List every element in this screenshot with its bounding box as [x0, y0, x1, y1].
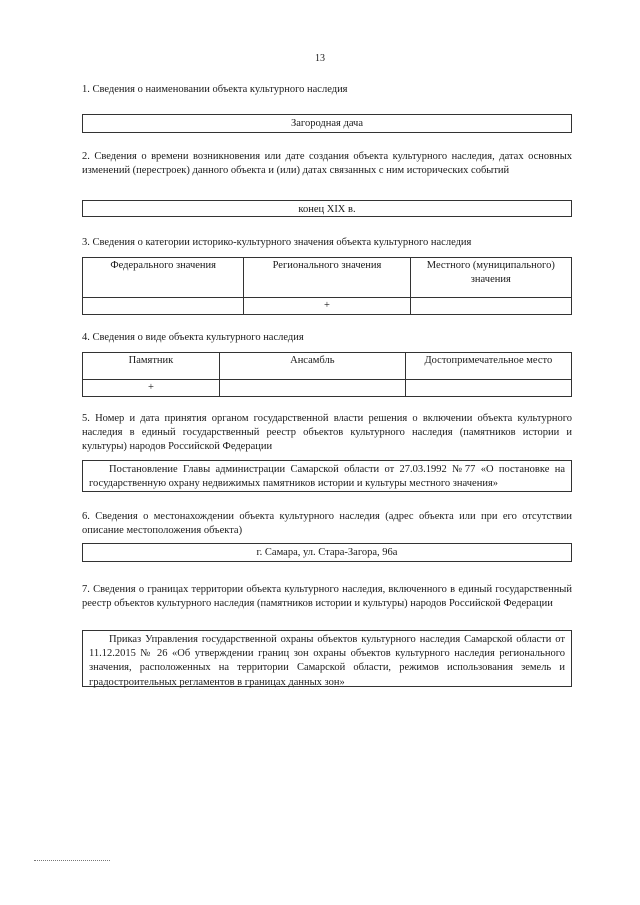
type-table — [82, 352, 572, 397]
table-header-cell: Ансамбль — [219, 353, 405, 380]
table-header-cell: Памятник — [83, 353, 220, 380]
section-2-value-box — [82, 200, 572, 217]
table-header-cell: Федерального значения — [83, 258, 244, 298]
table-cell — [219, 380, 405, 397]
object-address: г. Самара, ул. Стара-Загора, 96а — [256, 547, 398, 558]
table-header-cell: Местного (муниципального) значения — [410, 258, 571, 298]
section-1-value-box — [82, 114, 572, 133]
object-name: Загородная дача — [290, 118, 363, 129]
section-1-heading: 1. Сведения о наименовании объекта культурного наследия — [82, 84, 348, 95]
table-cell — [410, 298, 571, 315]
section-5-heading: 5. Номер и дата принятия органом государственной власти решения о включении объекта культурного наследия в единый государственный реестр объектов культурного наследия (памятников истории и культуры) народов Российской Федерации — [82, 413, 572, 453]
section-4-heading: 4. Сведения о виде объекта культурного наследия — [82, 332, 304, 343]
table-cell — [405, 380, 571, 397]
creation-date: конец XIX в. — [298, 204, 356, 215]
table-header-row — [83, 258, 572, 298]
section-5-value-box — [82, 460, 572, 492]
page-number: 13 — [315, 53, 325, 64]
section-7-heading: 7. Сведения о границах территории объекта культурного наследия, включенного в единый государственный реестр объектов культурного наследия (памятников истории и культуры) народов Российской Федерации — [82, 584, 572, 610]
table-header-cell: Достопримечательное место — [405, 353, 571, 380]
table-row — [83, 298, 572, 315]
table-cell: + — [244, 298, 410, 315]
category-table — [82, 257, 572, 315]
section-6-heading: 6. Сведения о местонахождении объекта культурного наследия (адрес объекта или при его отсутствии описание местоположения объекта) — [82, 511, 572, 537]
section-7-value-box — [82, 630, 572, 687]
inclusion-decision: Постановление Главы администрации Самарской области от 27.03.1992 №77 «О постановке на государственную охрану недвижимых памятников истории и культуры местного значения» — [89, 464, 565, 490]
section-6-value-box — [82, 543, 572, 562]
table-cell — [83, 298, 244, 315]
section-3-heading: 3. Сведения о категории историко-культурного значения объекта культурного наследия — [82, 237, 472, 248]
section-2-heading: 2. Сведения о времени возникновения или дате создания объекта культурного наследия, датах основных изменений (перестроек) данного объекта и (или) датах связанных с ним исторических событий — [82, 151, 572, 177]
table-header-row — [83, 353, 572, 380]
table-cell: + — [83, 380, 220, 397]
table-row — [83, 380, 572, 397]
table-header-cell: Регионального значения — [244, 258, 410, 298]
footer-divider — [34, 860, 110, 861]
territory-boundaries-order: Приказ Управления государственной охраны объектов культурного наследия Самарской области от 11.12.2015 № 26 «Об утверждении границ зон охраны объектов культурного наследия регионального значения, расположенных на территории Самарской области, режимов использования земель и градостроительных регламентов в границах данных зон» — [89, 634, 565, 688]
